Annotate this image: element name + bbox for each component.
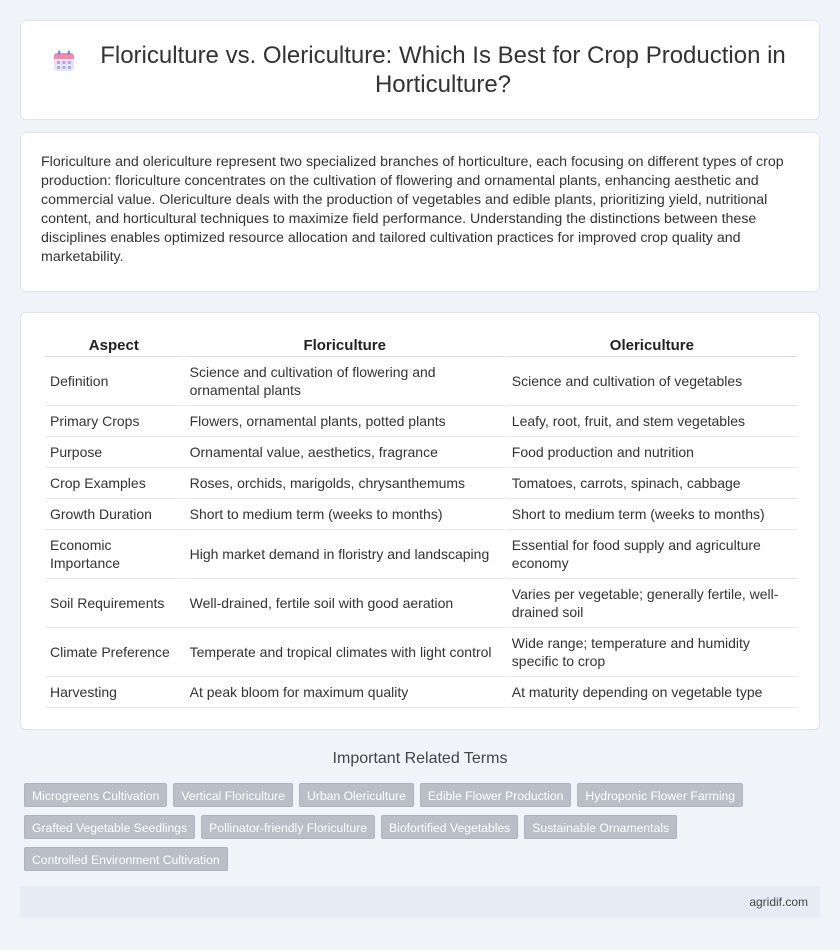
cell-floriculture: Temperate and tropical climates with light control: [185, 628, 505, 677]
footer: [20, 886, 820, 918]
cell-olericulture: Food production and nutrition: [507, 437, 797, 468]
page-title: Floriculture vs. Olericulture: Which Is Best for Crop Production in Horticulture?: [100, 42, 786, 98]
intro-card: [20, 132, 820, 292]
cell-olericulture: Tomatoes, carrots, spinach, cabbage: [507, 468, 797, 499]
table-row: [45, 437, 797, 468]
table-header-row: [45, 333, 797, 357]
cell-olericulture: Leafy, root, fruit, and stem vegetables: [507, 406, 797, 437]
tag-link[interactable]: Controlled Environment Cultivation: [24, 847, 228, 871]
header-inner: [40, 41, 800, 99]
cell-olericulture: Essential for food supply and agriculture economy: [507, 530, 797, 579]
tag-link[interactable]: Vertical Floriculture: [173, 783, 293, 807]
cell-aspect: Crop Examples: [45, 468, 183, 499]
related-terms-tags: [24, 783, 824, 871]
cell-aspect: Economic Importance: [45, 530, 183, 579]
table-row: [45, 468, 797, 499]
cell-aspect: Purpose: [45, 437, 183, 468]
cell-olericulture: Short to medium term (weeks to months): [507, 499, 797, 530]
cell-floriculture: Science and cultivation of flowering and ornamental plants: [185, 357, 505, 406]
cell-aspect: Definition: [45, 357, 183, 406]
cell-floriculture: At peak bloom for maximum quality: [185, 677, 505, 708]
comparison-table-card: [20, 312, 820, 730]
table-row: [45, 628, 797, 677]
tag-link[interactable]: Microgreens Cultivation: [24, 783, 167, 807]
tag-link[interactable]: Biofortified Vegetables: [381, 815, 518, 839]
tag-link[interactable]: Edible Flower Production: [420, 783, 572, 807]
table-row: [45, 499, 797, 530]
header-olericulture: Olericulture: [507, 333, 797, 357]
cell-floriculture: Short to medium term (weeks to months): [185, 499, 505, 530]
header-aspect: Aspect: [45, 333, 183, 357]
cell-floriculture: Well-drained, fertile soil with good aeration: [185, 579, 505, 628]
cell-olericulture: Wide range; temperature and humidity specific to crop: [507, 628, 797, 677]
intro-paragraph: Floriculture and olericulture represent two specialized branches of horticulture, each focusing on different types of crop production: floriculture concentrates on the cultivation of flowering and ornamental plants, enhancing aesthetic and commercial value. Olericulture deals with the production of vegetables and edible plants, prioritizing yield, nutritional content, and horticultural techniques to maximize field performance. Understanding the distinctions between these disciplines enables optimized resource allocation and tailored cultivation practices for improved crop quality and marketability.: [41, 154, 784, 265]
cell-floriculture: High market demand in floristry and landscaping: [185, 530, 505, 579]
comparison-table: [43, 333, 799, 708]
cell-olericulture: Varies per vegetable; generally fertile, well-drained soil: [507, 579, 797, 628]
cell-aspect: Growth Duration: [45, 499, 183, 530]
cell-aspect: Harvesting: [45, 677, 183, 708]
table-row: [45, 579, 797, 628]
cell-olericulture: At maturity depending on vegetable type: [507, 677, 797, 708]
tag-link[interactable]: Grafted Vegetable Seedlings: [24, 815, 195, 839]
table-row: [45, 406, 797, 437]
calendar-icon: [52, 49, 76, 73]
footer-site-link[interactable]: agridif.com: [749, 895, 808, 909]
table-row: [45, 530, 797, 579]
table-row: [45, 357, 797, 406]
cell-aspect: Soil Requirements: [45, 579, 183, 628]
cell-floriculture: Ornamental value, aesthetics, fragrance: [185, 437, 505, 468]
tag-link[interactable]: Urban Olericulture: [299, 783, 414, 807]
tag-link[interactable]: Hydroponic Flower Farming: [577, 783, 743, 807]
tag-link[interactable]: Pollinator-friendly Floriculture: [201, 815, 375, 839]
cell-floriculture: Flowers, ornamental plants, potted plants: [185, 406, 505, 437]
table-row: [45, 677, 797, 708]
cell-floriculture: Roses, orchids, marigolds, chrysanthemums: [185, 468, 505, 499]
tag-link[interactable]: Sustainable Ornamentals: [524, 815, 677, 839]
cell-aspect: Primary Crops: [45, 406, 183, 437]
header-floriculture: Floriculture: [185, 333, 505, 357]
related-terms-title: Important Related Terms: [332, 750, 508, 767]
cell-olericulture: Science and cultivation of vegetables: [507, 357, 797, 406]
header-card: [20, 20, 820, 120]
cell-aspect: Climate Preference: [45, 628, 183, 677]
